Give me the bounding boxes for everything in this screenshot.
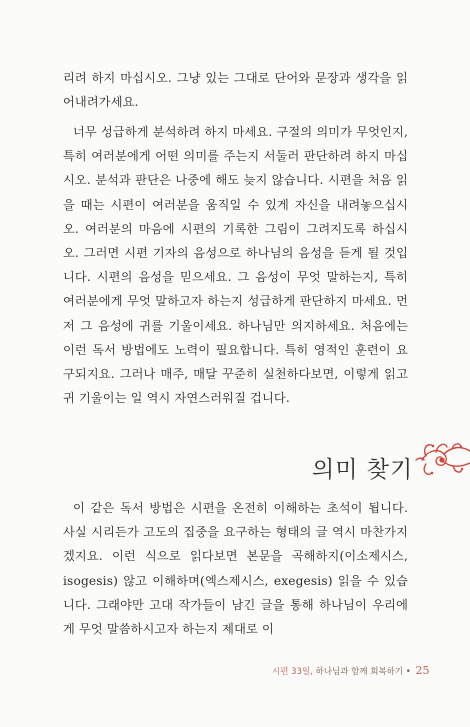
footer-separator: • [405, 667, 411, 677]
paragraph-continued: 리려 하지 마십시오. 그냥 있는 그대로 단어와 문장과 생각을 읽어내려가세요. [63, 71, 408, 110]
floral-ornament-icon [414, 433, 470, 483]
footer-book-title: 하나님과 함께 회복하기 [315, 667, 404, 677]
section-heading: 의미 찾기 [312, 457, 414, 483]
page-number: 25 [415, 664, 430, 677]
running-footer [272, 664, 430, 677]
paragraph-finding-meaning: 이 같은 독서 방법은 시편을 온전히 이해하는 초석이 됩니다. 사실 시리든가 고도의 집중을 요구하는 형태의 글 역시 마찬가지겠지요. 이런 식으로 읽다보면 본문을 곡해하지(이소제시스, isogesis) 않고 이해하며(엑스제시스, exegesis) 읽을 수 있습니다. 그래야만 고대 작가들이 남긴 글을 통해 하나님이 우리에게 무엇 말씀하시고자 하는지 제대로 이 [63, 501, 408, 637]
footer-series: 시편 33일, [272, 667, 313, 677]
paragraph-reading-advice: 너무 성급하게 분석하려 하지 마세요. 구절의 의미가 무엇인지, 특히 여러분에게 어떤 의미를 주는지 서둘러 판단하려 하지 마십시오. 분석과 판단은 나중에 해도 늦지 않습니다. 시편을 처음 읽을 때는 시편이 여러분을 움직일 수 있게 자신을 내려놓으십시오. 여러분의 마음에 시편의 기록한 그림이 그려지도록 하십시오. 그러면 시편 기자의 음성으로 하나님의 음성을 듣게 될 것입니다. 시편의 음성을 믿으세요. 그 음성이 무엇 말하는지, 특히 여러분에게 무엇 말하고자 하는지 성급하게 판단하지 마세요. 먼저 그 음성에 귀를 기울이세요. 하나님만 의지하세요. 처음에는 이런 독서 방법에도 노력이 필요합니다. 특히 영적인 훈련이 요구되지요. 그러나 매주, 매달 꾸준히 실천하다보면, 이렇게 읽고 귀 기울이는 일 역시 자연스러워질 겁니다. [63, 125, 408, 406]
